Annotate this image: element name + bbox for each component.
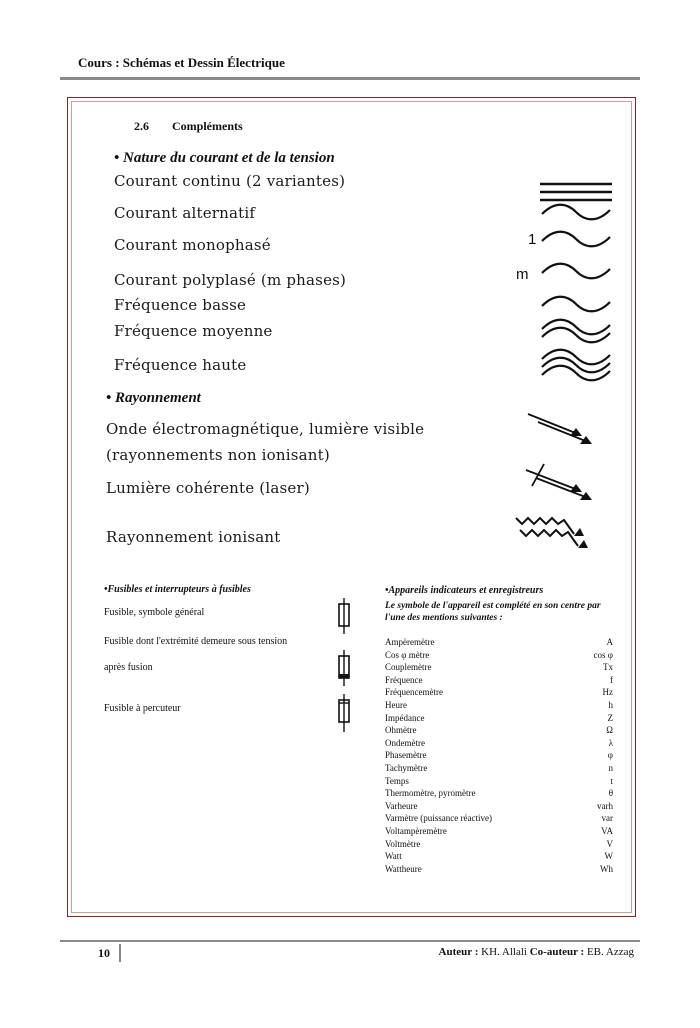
meter-name: Heure [385,699,407,710]
meter-name: Thermomètre, pyromètre [385,788,476,799]
row-em-wave-label: Onde électromagnétique, lumière visible [106,420,425,438]
current-nature-heading: • Nature du courant et de la tension [114,150,335,166]
meter-symbol: VA [601,825,613,836]
ionising-radiation-icon [514,514,594,554]
row-polyphase-label: Courant polyplasé (m phases) [114,271,347,289]
meter-symbol: Tx [603,662,613,673]
polyphase-prefix: m [516,266,529,283]
list-item [385,636,613,649]
em-wave-arrows-icon [524,412,594,448]
meter-symbol: h [608,699,613,710]
meter-symbol: A [606,637,613,647]
document-header-title: Cours : Schémas et Dessin Électrique [78,55,285,70]
row-low-frequency-label: Fréquence basse [114,296,247,314]
page-number: 10 [98,946,110,960]
dc-lines-icon [540,182,612,204]
row-medium-frequency-label: Fréquence moyenne [114,322,273,340]
list-item [385,863,613,876]
row-laser-label: Lumière cohérente (laser) [106,479,310,497]
fuse-live-end-label: Fusible dont l'extrémité demeure sous tension [104,636,288,647]
radiation-heading: • Rayonnement [106,390,201,406]
row-non-ionising-label: (rayonnements non ionisant) [106,446,330,464]
meter-name: Fréquence [385,674,423,685]
list-item [385,737,613,750]
header-rule [60,77,640,80]
list-item [385,825,613,838]
fuse-striker-label: Fusible à percuteur [104,703,181,714]
list-item [385,686,613,699]
section-title [134,119,243,134]
instruments-list [385,636,613,875]
list-item [385,787,613,800]
row-high-frequency-label: Fréquence haute [114,356,247,374]
list-item [385,775,613,788]
meter-name: Varheure [385,800,418,811]
fuse-after-fusion-label: après fusion [104,662,153,673]
meter-name: Ondemètre [385,737,425,748]
meter-name: Voltampèremètre [385,825,447,836]
row-ionising-label: Rayonnement ionisant [106,528,281,546]
list-item [385,674,613,687]
meter-symbol: λ [608,737,613,748]
meter-name: Watt [385,851,402,862]
row-ac-label: Courant alternatif [114,204,256,222]
single-phase-prefix: 1 [528,231,537,248]
fuse-live-end-icon [336,650,352,686]
list-item [385,800,613,813]
meter-name: Couplemètre [385,662,432,673]
meter-symbol: cos φ [593,649,613,660]
meter-name: Ohmètre [385,725,417,736]
ac-wave-icon [540,204,612,220]
meter-name: Impédance [385,712,425,723]
section-number: 2.6 [134,119,149,133]
list-item [385,649,613,662]
list-item [385,712,613,725]
laser-arrows-icon [522,462,594,502]
list-item [385,699,613,712]
meter-symbol: Z [607,712,613,723]
meter-symbol: φ [607,750,613,761]
polyphase-icon [540,263,612,279]
list-item [385,812,613,825]
author-name: KH. Allali [481,946,527,958]
coauthor-name: EB. Azzag [586,946,634,958]
meter-symbol: n [608,762,613,773]
list-item [385,661,613,674]
meter-symbol: Wh [600,863,613,874]
footer-divider [119,944,121,962]
instruments-heading: •Appareils indicateurs et enregistreurs [385,585,544,596]
fuse-general-icon [336,598,352,634]
instruments-intro: Le symbole de l'appareil est complété en son centre par l'une des mentions suivantes : [385,601,601,623]
list-item [385,724,613,737]
meter-symbol: Ω [606,725,613,736]
meter-name: Ampèremètre [385,637,435,647]
meter-name: Temps [385,775,409,786]
fuse-general-label: Fusible, symbole général [104,607,205,618]
meter-name: Voltmètre [385,838,421,849]
row-single-phase-label: Courant monophasé [114,236,271,254]
coauthor-label: Co-auteur : [529,946,585,958]
medium-frequency-icon [540,320,612,342]
meter-symbol: Hz [602,687,613,698]
list-item [385,762,613,775]
row-dc-label: Courant continu (2 variantes) [114,172,346,190]
meter-symbol: V [606,838,613,849]
footer-rule [60,940,640,942]
meter-symbol: varh [597,800,613,811]
meter-name: Wattheure [385,863,422,874]
meter-name: Cos φ mètre [385,649,430,660]
section-title-text: Compléments [172,119,243,133]
meter-name: Tachymètre [385,762,428,773]
high-frequency-icon [540,350,612,380]
meter-symbol: t [610,775,613,786]
fuses-heading: •Fusibles et interrupteurs à fusibles [104,584,251,595]
meter-symbol: θ [608,788,613,799]
meter-name: Fréquencemètre [385,687,443,698]
low-frequency-icon [540,296,612,312]
list-item [385,838,613,851]
meter-name: Varmètre (puissance réactive) [385,813,492,824]
meter-symbol: var [601,813,613,824]
author-label: Auteur : [438,946,479,958]
meter-symbol: f [610,674,613,685]
list-item [385,850,613,863]
meter-name: Phasemètre [385,750,427,761]
fuse-striker-icon [336,694,352,732]
footer-credits [439,946,634,958]
single-phase-icon [540,231,612,247]
meter-symbol: W [604,851,613,862]
list-item [385,749,613,762]
